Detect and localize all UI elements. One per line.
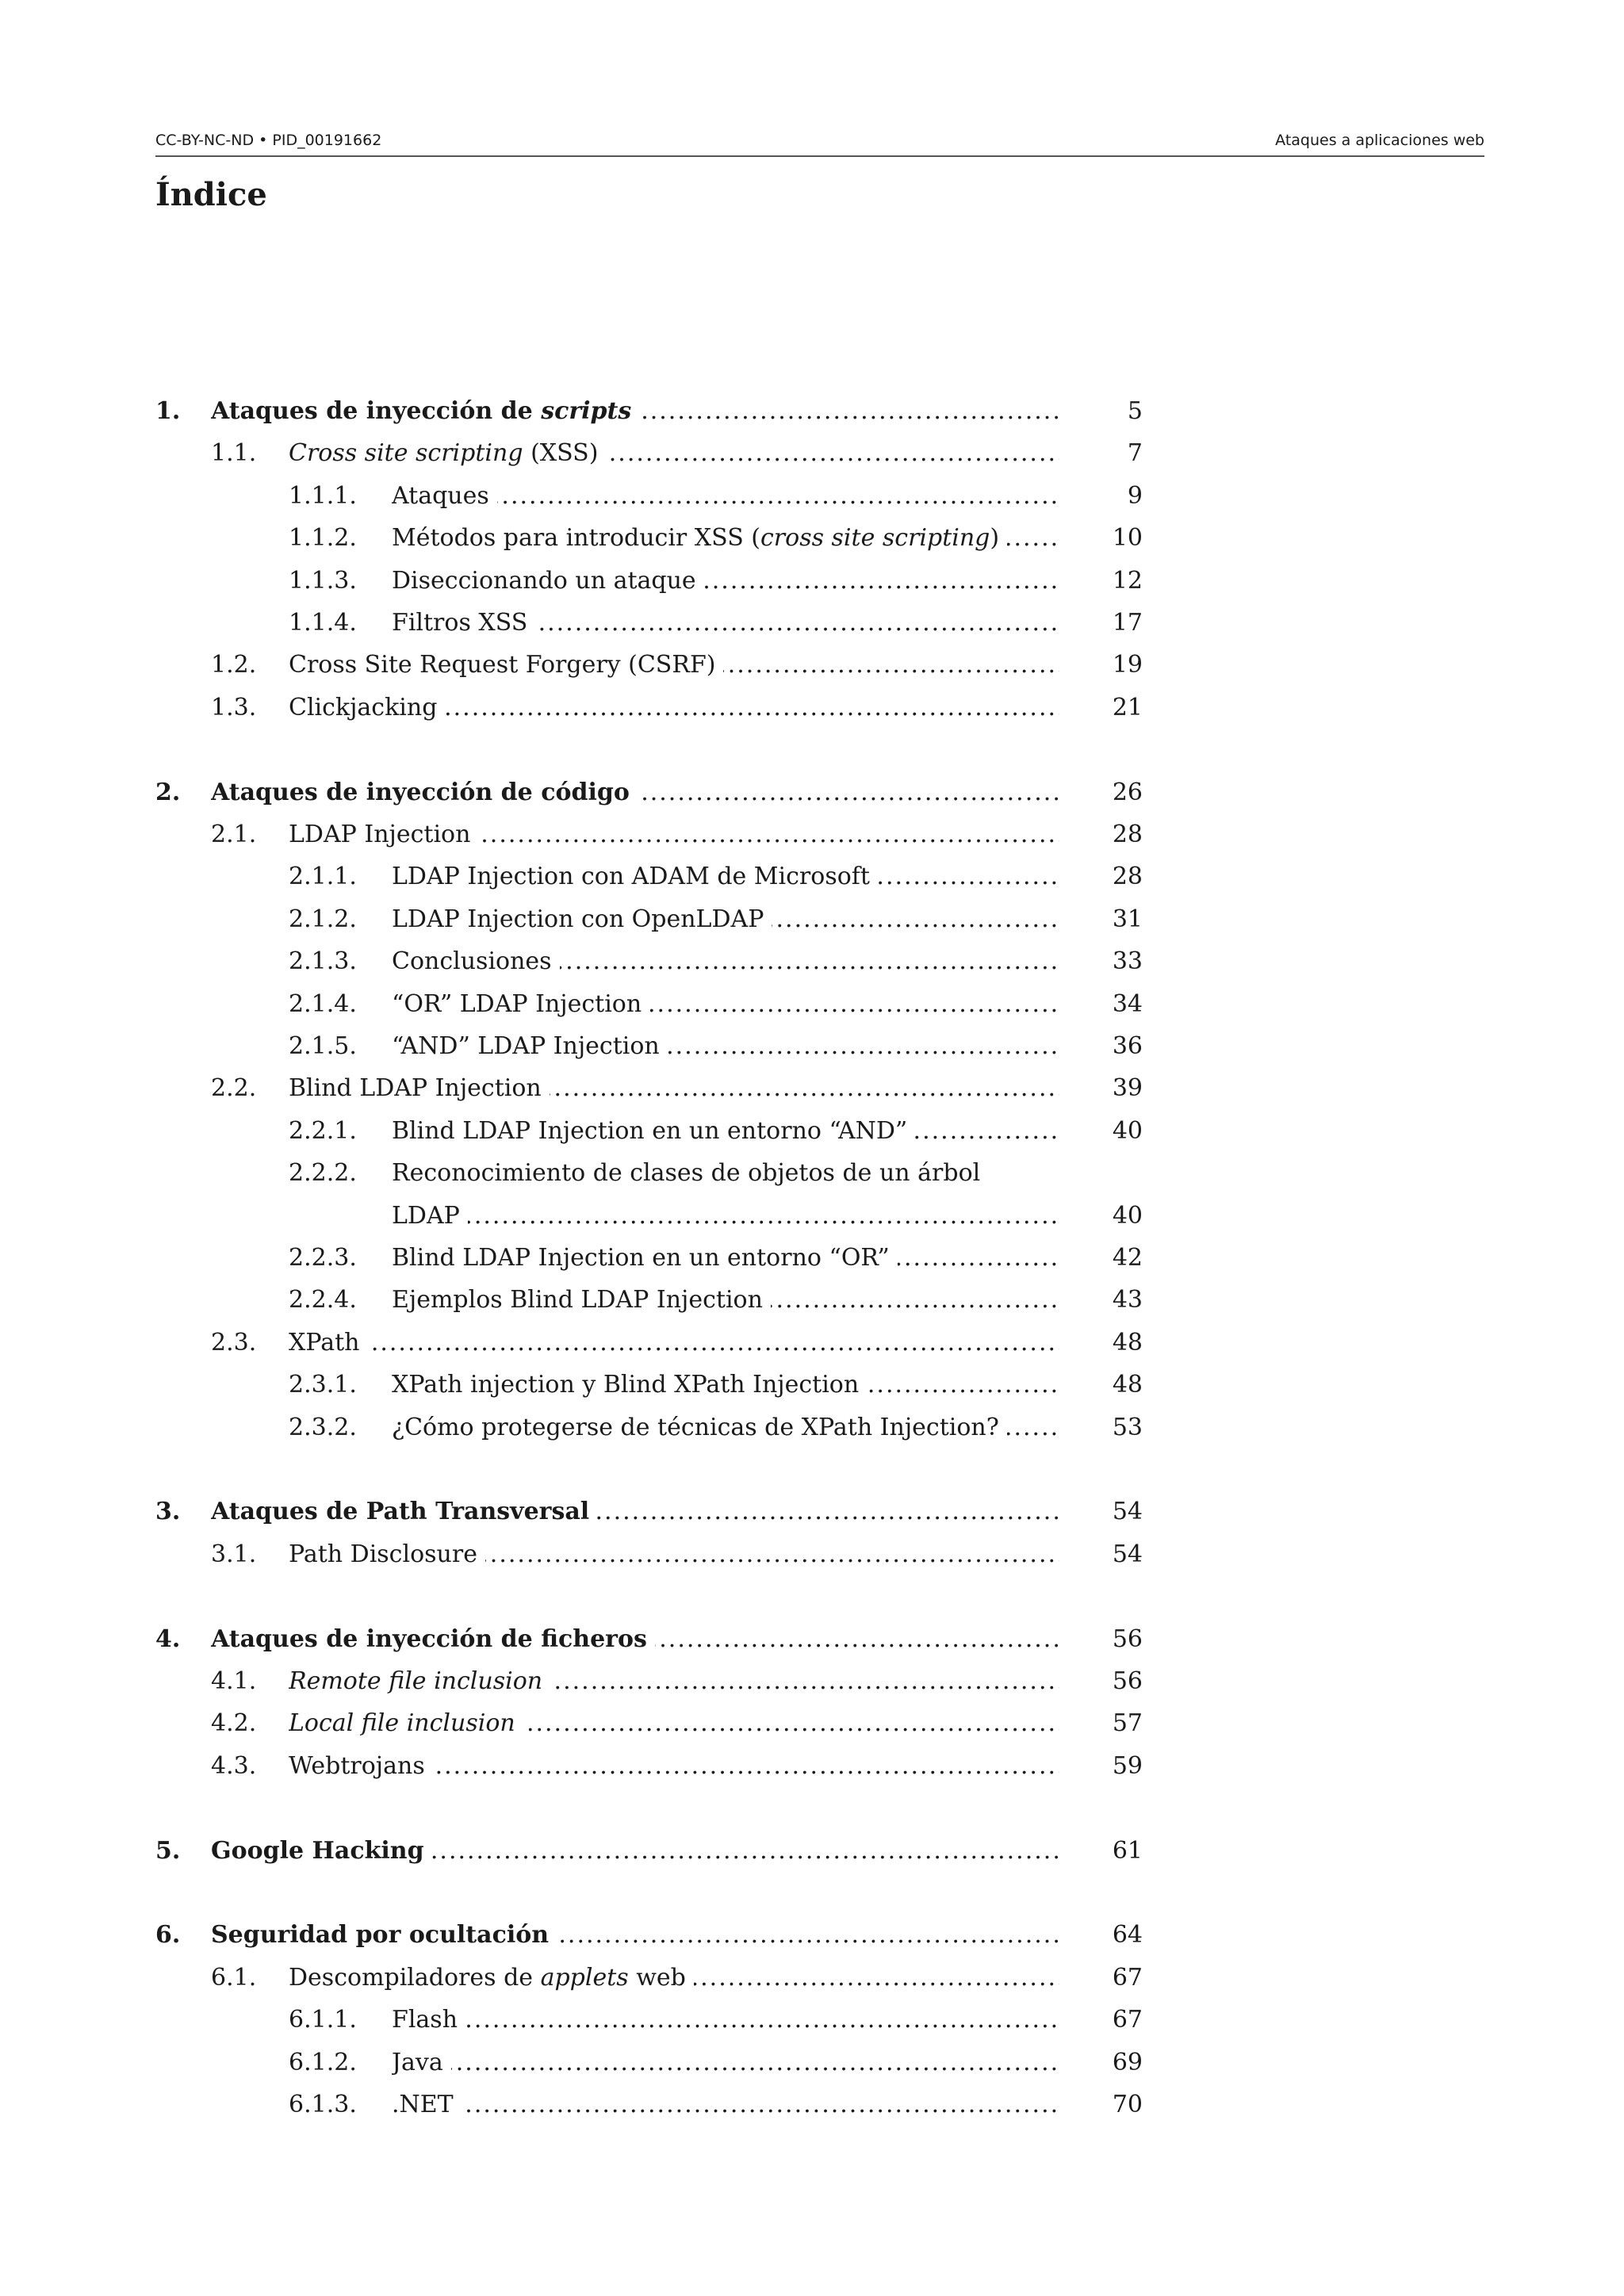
toc-entry-leader [392, 1110, 1059, 1152]
toc-entry[interactable] [155, 1660, 1147, 1702]
toc-entry-number: 2.1.3. [289, 947, 357, 976]
toc-entry[interactable] [155, 771, 1147, 813]
toc-entry-number: 2.2. [211, 1074, 257, 1103]
toc-entry[interactable] [155, 1322, 1147, 1364]
toc-entry-number: 4. [155, 1624, 181, 1653]
toc-entry-page-number: 19 [1112, 651, 1143, 679]
toc-entry-number: 1.1.3. [289, 566, 357, 595]
toc-entry[interactable] [155, 1745, 1147, 1787]
toc-entry-number: 2.1.5. [289, 1032, 357, 1060]
toc-entry[interactable] [155, 940, 1147, 982]
toc-entry-title: Ataques de Path Transversal [211, 1498, 597, 1525]
toc-entry-leader [392, 1237, 1059, 1279]
header-document-id: CC-BY-NC-ND • PID_00191662 [155, 132, 382, 149]
toc-entry-number: 5. [155, 1836, 181, 1865]
toc-entry[interactable] [155, 1618, 1147, 1660]
toc-entry-page-number: 9 [1127, 481, 1143, 510]
toc-entry[interactable] [155, 475, 1147, 517]
toc-entry-leader [289, 644, 1059, 686]
toc-entry-title: Ataques de inyección de scripts [211, 397, 639, 425]
toc-entry-number: 1. [155, 397, 181, 425]
toc-entry[interactable] [155, 983, 1147, 1025]
toc-entry-page-number: 17 [1112, 609, 1143, 637]
toc-entry-page-number: 12 [1112, 566, 1143, 595]
toc-entry-leader [392, 1999, 1059, 2041]
toc-entry-page-number: 34 [1112, 989, 1143, 1018]
page-title: Índice [155, 176, 267, 213]
toc-entry-leader [289, 1660, 1059, 1702]
toc-entry-page-number: 54 [1112, 1498, 1143, 1526]
toc-entry[interactable] [155, 855, 1147, 897]
toc-entry-leader [392, 940, 1059, 982]
toc-entry-leader [392, 560, 1059, 602]
toc-entry[interactable] [155, 2042, 1147, 2084]
toc-entry[interactable] [155, 813, 1147, 855]
toc-entry-leader [289, 1702, 1059, 1744]
toc-entry-title: Google Hacking [211, 1837, 432, 1865]
toc-entry[interactable] [155, 1999, 1147, 2041]
toc-entry-leader [392, 898, 1059, 940]
toc-entry-number: 2.2.1. [289, 1116, 357, 1145]
toc-entry[interactable] [155, 1364, 1147, 1406]
toc-entry-leader [289, 432, 1059, 474]
toc-entry[interactable] [155, 1830, 1147, 1872]
toc-entry-leader [392, 602, 1059, 644]
toc-entry-leader [392, 1279, 1059, 1321]
toc-entry-leader [392, 517, 1059, 559]
toc-entry-number: 6. [155, 1921, 181, 1950]
toc-entry[interactable] [155, 1025, 1147, 1067]
toc-entry-title: Local file inclusion [289, 1709, 523, 1737]
toc-entry-number: 2.2.4. [289, 1286, 357, 1314]
toc-entry-leader [211, 1490, 1059, 1533]
toc-entry-page-number: 61 [1112, 1836, 1143, 1865]
toc-entry-leader [211, 1830, 1059, 1872]
toc-entry-title: XPath injection y Blind XPath Injection [392, 1371, 867, 1399]
toc-entry-leader [289, 813, 1059, 855]
toc-entry-page-number: 36 [1112, 1032, 1143, 1060]
toc-entry-number: 2.3.1. [289, 1371, 357, 1399]
toc-entry-number: 1.1.2. [289, 524, 357, 553]
toc-entry[interactable] [155, 1067, 1147, 1109]
toc-entry-page-number: 10 [1112, 524, 1143, 553]
toc-entry-page-number: 56 [1112, 1667, 1143, 1695]
toc-entry-number: 2.2.3. [289, 1244, 357, 1272]
toc-entry[interactable] [155, 2084, 1147, 2126]
toc-entry-title: Ataques de inyección de ficheros [211, 1625, 655, 1653]
page-header [155, 128, 1484, 157]
toc-entry[interactable] [155, 1110, 1147, 1152]
toc-entry-page-number: 67 [1112, 2006, 1143, 2034]
toc-entry-leader [392, 1152, 1059, 1194]
toc-entry-number: 6.1.3. [289, 2091, 357, 2118]
toc-entry-page-number: 28 [1112, 821, 1143, 848]
toc-entry[interactable] [155, 1152, 1147, 1194]
toc-entry-page-number: 40 [1112, 1201, 1143, 1230]
toc-entry-title: Webtrojans [289, 1752, 433, 1780]
toc-entry-title: Java [392, 2049, 451, 2076]
toc-entry[interactable] [155, 602, 1147, 644]
toc-entry-page-number: 64 [1112, 1921, 1143, 1950]
toc-entry-page-number: 26 [1112, 778, 1143, 806]
toc-entry-title: Clickjacking [289, 694, 445, 721]
toc-entry-page-number: 31 [1112, 905, 1143, 933]
toc-entry-number: 3.1. [211, 1540, 257, 1568]
toc-entry-leader [289, 1745, 1059, 1787]
toc-entry[interactable] [155, 898, 1147, 940]
toc-entry[interactable] [155, 1957, 1147, 1999]
toc-entry[interactable] [155, 1279, 1147, 1321]
toc-entry-number: 2.1.1. [289, 863, 357, 891]
toc-entry-number: 2.2.2. [289, 1159, 357, 1188]
toc-entry-page-number: 48 [1112, 1328, 1143, 1357]
toc-entry-page-number: 70 [1112, 2091, 1143, 2118]
toc-entry-leader [289, 1067, 1059, 1109]
toc-entry-title: Conclusiones [392, 947, 560, 975]
toc-entry-title: LDAP [392, 1202, 468, 1230]
toc-entry-title: LDAP Injection [289, 821, 478, 848]
toc-entry-page-number: 33 [1112, 947, 1143, 976]
toc-entry-title: LDAP Injection con OpenLDAP [392, 905, 772, 933]
toc-entry-leader [289, 687, 1059, 729]
toc-entry-number: 4.1. [211, 1667, 257, 1695]
toc-entry-title: Blind LDAP Injection en un entorno “OR” [392, 1244, 898, 1272]
toc-entry[interactable] [155, 1702, 1147, 1744]
toc-entry[interactable] [155, 1490, 1147, 1533]
toc-entry-title: Path Disclosure [289, 1540, 485, 1568]
toc-entry-number: 1.3. [211, 693, 257, 721]
toc-entry-page-number: 67 [1112, 1963, 1143, 1992]
toc-entry-leader [392, 2042, 1059, 2084]
toc-entry-number: 2.3.2. [289, 1413, 357, 1441]
toc-entry-leader [289, 1322, 1059, 1364]
toc-entry[interactable] [155, 390, 1147, 432]
toc-entry[interactable] [155, 517, 1147, 559]
toc-entry-page-number: 40 [1112, 1116, 1143, 1145]
toc-entry-number: 6.1.2. [289, 2048, 357, 2076]
toc-entry-title: Seguridad por ocultación [211, 1921, 557, 1949]
toc-entry-title: Filtros XSS [392, 609, 535, 637]
toc-entry-page-number: 21 [1112, 693, 1143, 721]
toc-entry-page-number: 69 [1112, 2048, 1143, 2076]
toc-entry-title: XPath [289, 1329, 367, 1357]
toc-entry-number: 2.3. [211, 1328, 257, 1357]
toc-entry-leader [392, 1195, 1059, 1237]
toc-entry-title: Diseccionando un ataque [392, 567, 704, 595]
toc-entry-leader [392, 1025, 1059, 1067]
toc-entry-title: Métodos para introducir XSS (cross site scripting) [392, 524, 1007, 552]
toc-entry-leader [392, 983, 1059, 1025]
toc-entry-number: 4.3. [211, 1751, 257, 1780]
toc-entry-leader [289, 1533, 1059, 1575]
toc-entry-leader [289, 1957, 1059, 1999]
toc-entry[interactable] [155, 644, 1147, 686]
toc-entry-number: 1.1.4. [289, 609, 357, 637]
toc-entry-leader [392, 475, 1059, 517]
toc-entry-number: 3. [155, 1498, 181, 1526]
toc-entry-number: 1.1.1. [289, 481, 357, 510]
toc-entry-page-number: 59 [1112, 1751, 1143, 1780]
toc-entry-title: “OR” LDAP Injection [392, 990, 649, 1018]
toc-entry-leader [211, 1914, 1059, 1956]
toc-entry-title: Remote file inclusion [289, 1667, 550, 1695]
toc-entry[interactable] [155, 560, 1147, 602]
toc-entry-title: Cross site scripting (XSS) [289, 439, 606, 467]
toc-entry-title: “AND” LDAP Injection [392, 1032, 668, 1060]
toc-entry-page-number: 57 [1112, 1709, 1143, 1738]
toc-entry-number: 2. [155, 778, 181, 806]
toc-entry-title: Ejemplos Blind LDAP Injection [392, 1286, 771, 1314]
toc-entry-page-number: 54 [1112, 1540, 1143, 1568]
toc-entry[interactable] [155, 1533, 1147, 1575]
toc-entry-title: .NET [392, 2091, 462, 2118]
toc-entry-title: Flash [392, 2006, 465, 2034]
toc-entry-title: ¿Cómo protegerse de técnicas de XPath Injection? [392, 1414, 1007, 1441]
toc-entry[interactable] [155, 1914, 1147, 1956]
toc-entry[interactable] [155, 687, 1147, 729]
toc-entry-title: Descompiladores de applets web [289, 1964, 694, 1992]
toc-entry-title: LDAP Injection con ADAM de Microsoft [392, 863, 878, 890]
toc-entry-leader [211, 771, 1059, 813]
toc-entry-number: 4.2. [211, 1709, 257, 1738]
toc-entry-number: 2.1.2. [289, 905, 357, 933]
toc-entry-leader [211, 1618, 1059, 1660]
toc-entry-leader [392, 1364, 1059, 1406]
toc-entry-page-number: 39 [1112, 1074, 1143, 1103]
toc-entry[interactable] [155, 1406, 1147, 1448]
toc-entry-number: 2.1.4. [289, 989, 357, 1018]
toc-entry-number: 2.1. [211, 821, 257, 848]
toc-entry-title: Ataques [392, 482, 497, 510]
toc-entry-page-number: 5 [1127, 397, 1143, 425]
toc-entry-page-number: 7 [1127, 439, 1143, 468]
toc-entry-number: 6.1. [211, 1963, 257, 1992]
toc-entry-leader [211, 390, 1059, 432]
toc-entry-title: Blind LDAP Injection [289, 1074, 550, 1102]
toc-entry[interactable] [155, 1237, 1147, 1279]
toc-entry[interactable] [155, 432, 1147, 474]
toc-entry-title: Ataques de inyección de código [211, 779, 638, 806]
header-document-title: Ataques a aplicaciones web [1275, 132, 1484, 149]
toc-entry-number: 1.1. [211, 439, 257, 468]
toc-entry-title: Blind LDAP Injection en un entorno “AND” [392, 1117, 915, 1145]
toc-entry-page-number: 56 [1112, 1624, 1143, 1653]
toc-entry-page-number: 28 [1112, 863, 1143, 891]
toc-entry-page-number: 48 [1112, 1371, 1143, 1399]
toc-entry-leader [392, 1406, 1059, 1448]
toc-entry-title: Cross Site Request Forgery (CSRF) [289, 651, 723, 679]
toc-entry-page-number: 42 [1112, 1244, 1143, 1272]
toc-entry-page-number: 43 [1112, 1286, 1143, 1314]
toc-entry-leader [392, 855, 1059, 897]
toc-entry-number: 6.1.1. [289, 2006, 357, 2034]
toc-entry[interactable] [155, 1195, 1147, 1237]
toc-entry-number: 1.2. [211, 651, 257, 679]
toc-entry-leader [392, 2084, 1059, 2126]
toc-entry-page-number: 53 [1112, 1413, 1143, 1441]
toc-entry-title: Reconocimiento de clases de objetos de un árbol [392, 1159, 981, 1188]
